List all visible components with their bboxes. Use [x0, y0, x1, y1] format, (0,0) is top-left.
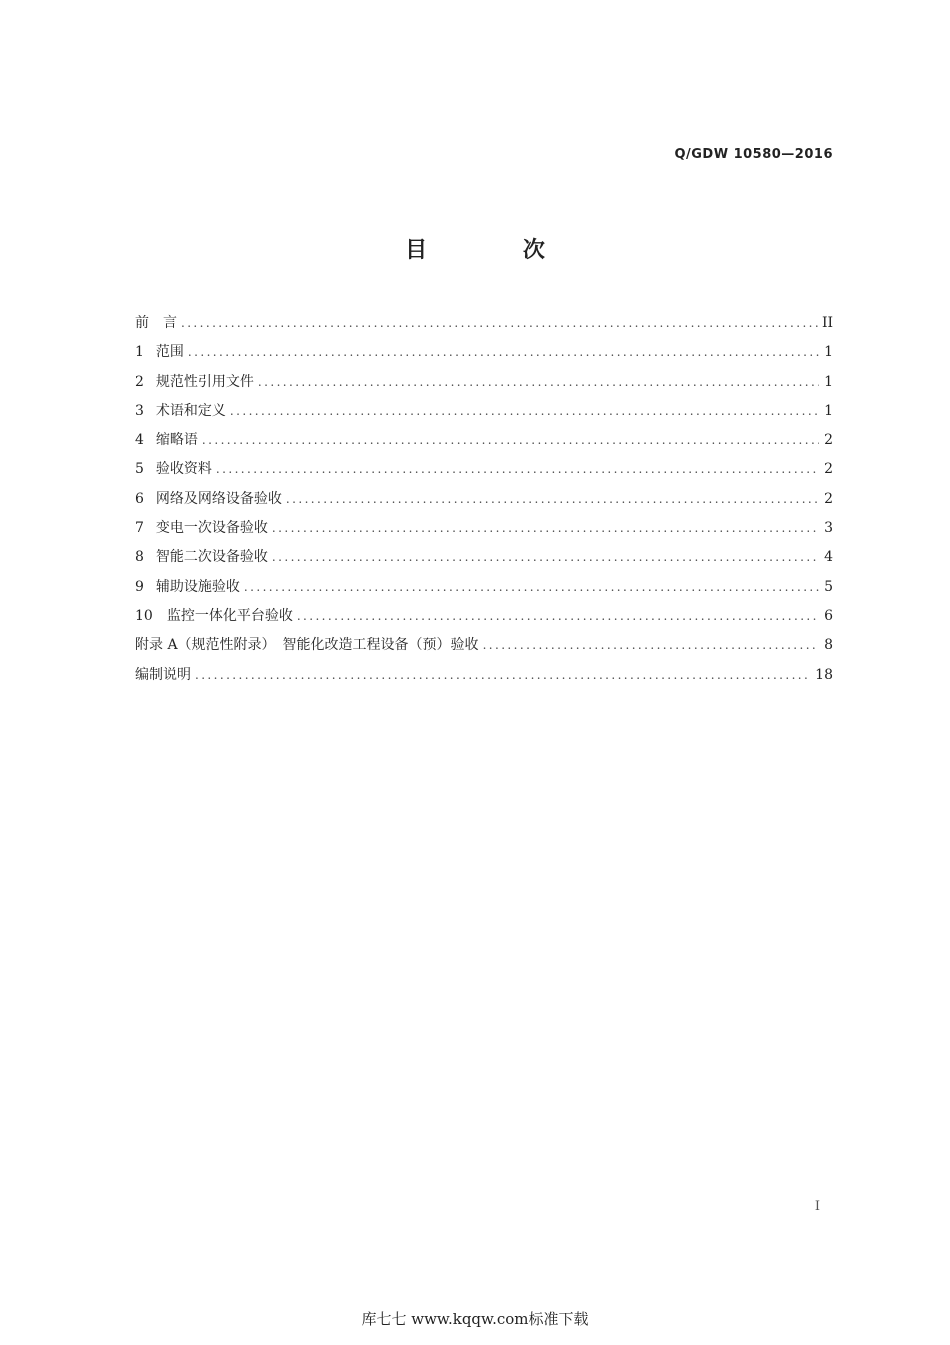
toc-entry-number: 6	[135, 490, 144, 507]
footer-watermark-text: 库七七 www.kqqw.com标准下载	[361, 1310, 589, 1328]
toc-entry-label: 网络及网络设备验收	[155, 490, 282, 507]
toc-entry-page: II	[821, 315, 833, 331]
toc-leader-dots	[297, 602, 819, 631]
page-number: I	[814, 1199, 820, 1214]
toc-entry-label: 辅助设施验收	[155, 578, 240, 595]
table-of-contents	[135, 309, 833, 690]
toc-entry-number: 3	[135, 402, 144, 419]
toc-entry-number: 5	[135, 461, 144, 478]
toc-leader-dots	[230, 397, 819, 426]
toc-entry-label: 术语和定义	[155, 402, 226, 419]
toc-entry-number: 1	[135, 344, 144, 361]
toc-entry-number: 4	[135, 432, 144, 449]
toc-entry[interactable]	[135, 661, 833, 690]
toc-entry-page: 3	[824, 520, 833, 537]
toc-entry-page: 1	[824, 344, 833, 361]
toc-entry-label: 规范性引用文件	[155, 373, 254, 390]
toc-entry-page: 5	[824, 578, 833, 595]
toc-title: 目 次	[405, 238, 589, 263]
toc-leader-dots	[202, 426, 819, 455]
toc-entry-page: 2	[824, 461, 833, 478]
toc-entry-page: 18	[815, 666, 833, 683]
toc-entry-number: 10	[135, 607, 153, 624]
document-code: Q/GDW 10580—2016	[674, 147, 833, 162]
toc-entry-page: 2	[824, 432, 833, 449]
toc-entry-label: 缩略语	[155, 432, 198, 449]
toc-entry-label: 前 言	[135, 315, 177, 331]
toc-entry[interactable]	[135, 602, 833, 631]
toc-leader-dots	[286, 485, 819, 514]
toc-entry[interactable]	[135, 514, 833, 543]
toc-entry[interactable]	[135, 309, 833, 338]
toc-entry-page: 4	[824, 549, 833, 566]
toc-entry[interactable]	[135, 338, 833, 367]
toc-entry-label: 验收资料	[155, 461, 212, 478]
toc-entry-number: 7	[135, 520, 144, 537]
toc-leader-dots	[181, 309, 818, 338]
toc-entry[interactable]	[135, 573, 833, 602]
toc-leader-dots	[272, 543, 819, 572]
toc-entry-label: 范围	[155, 344, 184, 361]
toc-leader-dots	[272, 514, 819, 543]
toc-entry[interactable]	[135, 368, 833, 397]
toc-entry[interactable]	[135, 426, 833, 455]
toc-entry-number: 9	[135, 578, 144, 595]
toc-entry-label: 智能二次设备验收	[155, 549, 268, 566]
toc-leader-dots	[483, 631, 819, 660]
toc-leader-dots	[258, 368, 819, 397]
toc-entry[interactable]	[135, 455, 833, 484]
toc-entry-label: 附录 A（规范性附录） 智能化改造工程设备（预）验收	[135, 637, 479, 654]
toc-entry-label: 监控一体化平台验收	[166, 607, 293, 624]
toc-entry-page: 2	[824, 490, 833, 507]
toc-entry-page: 1	[824, 402, 833, 419]
toc-entry[interactable]	[135, 485, 833, 514]
toc-entry-number: 2	[135, 373, 144, 390]
toc-leader-dots	[195, 661, 811, 690]
toc-leader-dots	[244, 573, 819, 602]
toc-entry-label: 编制说明	[135, 666, 191, 683]
toc-entry-page: 6	[824, 607, 833, 624]
toc-entry-label: 变电一次设备验收	[155, 520, 268, 537]
toc-entry-page: 8	[824, 637, 833, 654]
toc-entry[interactable]	[135, 543, 833, 572]
toc-entry-number: 8	[135, 549, 144, 566]
toc-entry[interactable]	[135, 397, 833, 426]
toc-leader-dots	[188, 338, 819, 367]
toc-entry-page: 1	[824, 373, 833, 390]
toc-entry[interactable]	[135, 631, 833, 660]
toc-leader-dots	[216, 455, 819, 484]
